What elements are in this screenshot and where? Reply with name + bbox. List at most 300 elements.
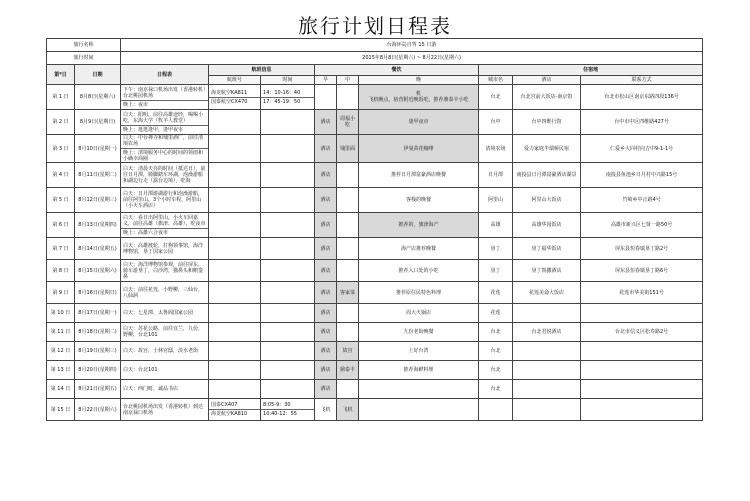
city-cell bbox=[479, 238, 513, 260]
dinner-text: 推荐海鲜料理 bbox=[403, 367, 434, 373]
date-label: 8月8日(星期六) bbox=[79, 94, 116, 100]
itinerary-text: 白天：清晨天亮的时间（抵达日），前往日月潭，骑脚踏车环湖，泡澡游船和湖边行走（露台边境），吃海 bbox=[123, 166, 206, 184]
flight-time-cell bbox=[261, 323, 315, 342]
table-row bbox=[47, 85, 703, 110]
breakfast-text: 酒店 bbox=[320, 367, 331, 373]
breakfast-cell bbox=[315, 342, 337, 361]
contact-cell bbox=[581, 323, 703, 342]
lunch-cell bbox=[337, 238, 359, 260]
date-label: 8月11日(星期二) bbox=[78, 172, 117, 178]
date-label: 8月13日(星期四) bbox=[78, 222, 117, 228]
dinner-cell bbox=[359, 135, 479, 163]
table-row bbox=[47, 399, 703, 421]
flight-time-cell bbox=[261, 380, 315, 399]
dinner-note: 伊曼苗花咖啡 bbox=[403, 145, 434, 152]
hotel-cell bbox=[513, 135, 581, 163]
dinner-cell bbox=[359, 110, 479, 135]
breakfast-text: 酒店 bbox=[320, 145, 331, 152]
day-cell bbox=[47, 260, 75, 282]
itinerary-evening-text: 晚上：清境服务中心的时间的领雨和小确幸商圈 bbox=[121, 148, 208, 162]
city-cell bbox=[479, 361, 513, 380]
day-label: 第 8 日 bbox=[52, 267, 69, 274]
date-cell bbox=[75, 110, 121, 135]
flight-time-cell bbox=[261, 361, 315, 380]
contact-cell bbox=[581, 135, 703, 163]
date-cell bbox=[75, 361, 121, 380]
flight-no-cell bbox=[209, 361, 261, 380]
breakfast-cell bbox=[315, 135, 337, 163]
lunch-text: 客家菜 bbox=[340, 289, 356, 296]
table-row bbox=[47, 213, 703, 238]
flight-no-cell bbox=[209, 85, 261, 110]
contact-cell bbox=[581, 85, 703, 110]
city-text: 花莲 bbox=[490, 310, 501, 316]
itinerary-text: 白天：台北101 bbox=[123, 367, 158, 373]
table-row bbox=[47, 282, 703, 304]
trip-time-value: 2015年8月8日(星期六) ~ 8月22日(星期六) bbox=[121, 52, 703, 65]
city-text: 花莲 bbox=[490, 289, 501, 296]
hotel-text: 垦丁凯撒酒店 bbox=[531, 267, 562, 274]
city-cell bbox=[479, 85, 513, 110]
date-cell bbox=[75, 342, 121, 361]
hotel-cell bbox=[513, 85, 581, 110]
itinerary-text: 白天：七星潭，太鲁阁国家公园 bbox=[123, 310, 194, 316]
dinner-cell bbox=[359, 380, 479, 399]
lunch-cell bbox=[337, 260, 359, 282]
contact-cell bbox=[581, 342, 703, 361]
date-cell bbox=[75, 213, 121, 238]
city-cell bbox=[479, 260, 513, 282]
hotel-text: 南投县日月潭富豪酒店湖景 bbox=[516, 172, 577, 178]
hotel-text: 花莲美侖大饭店 bbox=[529, 289, 565, 296]
col-dinner-header: 晚 bbox=[359, 76, 479, 85]
breakfast-text: 酒店 bbox=[320, 267, 331, 274]
itinerary-cell bbox=[121, 188, 209, 213]
col-meals-header: 餐饮 bbox=[315, 65, 479, 76]
day-label: 第 11 日 bbox=[50, 329, 71, 335]
day-cell bbox=[47, 238, 75, 260]
hotel-cell bbox=[513, 380, 581, 399]
table-row bbox=[47, 323, 703, 342]
trip-name-label: 旅行名称 bbox=[47, 39, 121, 52]
date-cell bbox=[75, 188, 121, 213]
breakfast-cell bbox=[315, 188, 337, 213]
flight-no-cell bbox=[209, 188, 261, 213]
flight-time-cell bbox=[261, 304, 315, 323]
city-text: 阿里山 bbox=[488, 197, 504, 203]
trip-name-value: 台海环岛自驾 15 日游 bbox=[121, 39, 703, 52]
lunch-cell bbox=[337, 163, 359, 188]
hotel-cell bbox=[513, 110, 581, 135]
date-label: 8月19日(星期三) bbox=[78, 348, 117, 354]
itinerary-text: 白天：日月潭游湖游行和泡澡游船，前往阿里山，3个小时车程，阿里山（小火车酒店） bbox=[123, 191, 204, 209]
hotel-cell bbox=[513, 323, 581, 342]
itinerary-evening-text: 晚上：夜市 bbox=[121, 100, 208, 108]
city-text: 日月潭 bbox=[488, 172, 504, 178]
col-city-header: 城市名 bbox=[479, 76, 513, 85]
itinerary-cell bbox=[121, 282, 209, 304]
hotel-cell bbox=[513, 260, 581, 282]
date-label: 8月14日(星期五) bbox=[78, 245, 117, 252]
flight-time-text-2: 17：45-19：50 bbox=[261, 97, 314, 105]
table-row bbox=[47, 380, 703, 399]
hotel-text: 爱力家庭半瑞桥民宿 bbox=[524, 145, 570, 152]
dinner-text: 客栈的晚餐 bbox=[406, 197, 432, 203]
day-label: 第 1 日 bbox=[52, 94, 69, 100]
flight-no-text-2: 国泰航空CX470 bbox=[209, 97, 260, 105]
flight-time-cell bbox=[261, 110, 315, 135]
document-title: 旅行计划日程表 bbox=[298, 14, 452, 38]
flight-time-cell bbox=[261, 260, 315, 282]
lunch-text: 鼎泰丰 bbox=[340, 367, 356, 373]
flight-no-cell bbox=[209, 238, 261, 260]
itinerary-text: 白天：阳明，前往高雄途经，喝喝小吃，东海大学（牧羊人教堂） bbox=[123, 111, 204, 124]
itinerary-cell bbox=[121, 323, 209, 342]
contact-cell bbox=[581, 282, 703, 304]
date-label: 8月21日(星期五) bbox=[78, 386, 117, 392]
contact-text: 高雄市新兴区七贤一路50号 bbox=[610, 222, 673, 228]
day-label: 第 14 日 bbox=[50, 386, 71, 392]
lunch-cell bbox=[337, 342, 359, 361]
day-cell bbox=[47, 110, 75, 135]
day-cell bbox=[47, 380, 75, 399]
breakfast-text: 酒店 bbox=[320, 222, 331, 228]
itinerary-text: 下午：南京禄口机场出发（香港转机）台北桃园机场 bbox=[123, 86, 206, 99]
hotel-text: 台北宫前大饭店-南京馆 bbox=[520, 94, 573, 100]
date-cell bbox=[75, 380, 121, 399]
flight-time-text: 8:05-9：30 bbox=[263, 402, 291, 408]
flight-time-cell bbox=[261, 282, 315, 304]
city-text: 垦丁 bbox=[490, 267, 501, 274]
table-row bbox=[47, 163, 703, 188]
contact-cell bbox=[581, 361, 703, 380]
breakfast-cell bbox=[315, 85, 337, 110]
contact-text: 台北市信义区松寿路2号 bbox=[614, 329, 669, 335]
dinner-text: 海产店推荐晚餐 bbox=[401, 245, 437, 252]
date-label: 8月9日(星期日) bbox=[79, 119, 116, 125]
dinner-text: 推荐入口处的小吃 bbox=[398, 267, 439, 274]
date-cell bbox=[75, 399, 121, 421]
itinerary-cell bbox=[121, 342, 209, 361]
date-cell bbox=[75, 282, 121, 304]
dinner-text: 推荐原住民特色料理 bbox=[396, 289, 442, 296]
col-contact-header: 联系方式 bbox=[581, 76, 703, 85]
day-cell bbox=[47, 188, 75, 213]
itinerary-text: 白天：故宫，士林官邸，淡水老街 bbox=[123, 348, 199, 354]
hotel-cell bbox=[513, 342, 581, 361]
hotel-cell bbox=[513, 238, 581, 260]
city-text: 垦丁 bbox=[490, 245, 501, 252]
flight-no-cell bbox=[209, 110, 261, 135]
contact-text: 台中市中区四维路427号 bbox=[614, 119, 669, 125]
breakfast-text: 酒店 bbox=[320, 197, 331, 203]
day-cell bbox=[47, 85, 75, 110]
flight-no-text: 国泰CX407 bbox=[211, 402, 238, 408]
lunch-cell bbox=[337, 85, 359, 110]
flight-time-cell bbox=[261, 85, 315, 110]
hotel-text: 垦丁福华饭店 bbox=[531, 245, 562, 252]
lunch-cell bbox=[337, 304, 359, 323]
contact-text: 南投县鱼池乡日月村中兴路15号 bbox=[605, 172, 678, 178]
breakfast-cell bbox=[315, 110, 337, 135]
dinner-text: 上好台湾 bbox=[408, 348, 429, 354]
table-row bbox=[47, 342, 703, 361]
flight-no-cell bbox=[209, 342, 261, 361]
lunch-cell bbox=[337, 361, 359, 380]
table-row bbox=[47, 304, 703, 323]
breakfast-text: 飞机 bbox=[320, 406, 331, 413]
day-cell bbox=[47, 323, 75, 342]
table-row bbox=[47, 260, 703, 282]
lunch-text: 故宫 bbox=[342, 348, 353, 354]
lunch-cell bbox=[337, 188, 359, 213]
day-label: 第 4 日 bbox=[52, 172, 69, 178]
breakfast-text: 酒店 bbox=[320, 289, 331, 296]
hotel-text: 台中四维行馆 bbox=[531, 119, 562, 125]
contact-cell bbox=[581, 213, 703, 238]
day-cell bbox=[47, 213, 75, 238]
contact-cell bbox=[581, 110, 703, 135]
city-text: 台北 bbox=[490, 348, 501, 354]
day-label: 第 15 日 bbox=[50, 406, 71, 413]
dinner-cell bbox=[359, 342, 479, 361]
breakfast-cell bbox=[315, 361, 337, 380]
col-day-header: 第*日 bbox=[47, 65, 75, 85]
date-cell bbox=[75, 304, 121, 323]
dinner-text: 机 bbox=[416, 91, 422, 97]
breakfast-text: 酒店 bbox=[320, 386, 331, 392]
table-row bbox=[47, 238, 703, 260]
day-cell bbox=[47, 342, 75, 361]
city-cell bbox=[479, 135, 513, 163]
col-flight-header: 航班信息 bbox=[209, 65, 315, 76]
hotel-cell bbox=[513, 188, 581, 213]
col-itinerary-header: 日程表 bbox=[121, 65, 209, 85]
itinerary-cell bbox=[121, 213, 209, 238]
city-text: 台北 bbox=[490, 367, 501, 373]
dinner-cell bbox=[359, 361, 479, 380]
date-label: 8月20日(星期四) bbox=[78, 367, 117, 373]
flight-time-cell bbox=[261, 399, 315, 421]
dinner-cell bbox=[359, 188, 479, 213]
hotel-cell bbox=[513, 213, 581, 238]
col-lunch-header: 中 bbox=[337, 76, 359, 85]
itinerary-text: 白天：西门町，诚品书店 bbox=[123, 386, 179, 392]
lunch-cell bbox=[337, 213, 359, 238]
flight-no-text-2: 海龙航空KA810 bbox=[209, 409, 260, 417]
flight-no-cell bbox=[209, 213, 261, 238]
city-text: 台北 bbox=[490, 329, 501, 335]
day-label: 第 12 日 bbox=[50, 348, 71, 354]
breakfast-cell bbox=[315, 323, 337, 342]
date-label: 8月22日(星期六) bbox=[78, 406, 117, 413]
city-text: 台中 bbox=[490, 119, 501, 125]
day-label: 第 5 日 bbox=[52, 197, 69, 203]
contact-text: 竹崎乡中正路4号 bbox=[622, 197, 661, 203]
day-label: 第 3 日 bbox=[52, 145, 69, 152]
dinner-text: 周大火锅店 bbox=[406, 310, 432, 316]
day-label: 第 9 日 bbox=[52, 289, 69, 296]
city-text: 台北 bbox=[490, 386, 501, 392]
lunch-cell bbox=[337, 282, 359, 304]
flight-no-cell bbox=[209, 163, 261, 188]
flight-no-cell bbox=[209, 323, 261, 342]
lunch-cell bbox=[337, 380, 359, 399]
contact-text: 台北市松山区南京东路四段136号 bbox=[604, 94, 679, 100]
contact-cell bbox=[581, 304, 703, 323]
flight-no-cell bbox=[209, 380, 261, 399]
flight-no-cell bbox=[209, 282, 261, 304]
lunch-text: 飞机 bbox=[342, 406, 353, 413]
dinner-cell bbox=[359, 304, 479, 323]
breakfast-cell bbox=[315, 399, 337, 421]
lunch-cell bbox=[337, 399, 359, 421]
dinner-cell bbox=[359, 85, 479, 110]
flight-time-cell bbox=[261, 135, 315, 163]
contact-cell bbox=[581, 238, 703, 260]
flight-no-text: 海龙航空KA811 bbox=[211, 89, 248, 96]
itinerary-text: 台北桃园机场出发（香港转机）到达南京禄口机场 bbox=[123, 403, 204, 416]
flight-time-cell bbox=[261, 213, 315, 238]
dinner-cell bbox=[359, 323, 479, 342]
itinerary-cell bbox=[121, 380, 209, 399]
flight-time-cell bbox=[261, 238, 315, 260]
date-cell bbox=[75, 163, 121, 188]
hotel-cell bbox=[513, 282, 581, 304]
table-row bbox=[47, 361, 703, 380]
col-hotel-header: 酒店 bbox=[513, 76, 581, 85]
lunch-text: 埔里面 bbox=[340, 145, 356, 152]
table-row bbox=[47, 135, 703, 163]
day-label: 第 7 日 bbox=[52, 245, 69, 252]
contact-text: 花莲市华美街151号 bbox=[619, 289, 664, 296]
dinner-cell bbox=[359, 238, 479, 260]
city-cell bbox=[479, 380, 513, 399]
itinerary-cell bbox=[121, 85, 209, 110]
city-cell bbox=[479, 342, 513, 361]
contact-text: 屏东县恒春镇垦丁路2号 bbox=[614, 245, 669, 252]
dinner-cell bbox=[359, 260, 479, 282]
itinerary-cell bbox=[121, 361, 209, 380]
breakfast-text: 酒店 bbox=[320, 172, 331, 178]
flight-no-cell bbox=[209, 260, 261, 282]
hotel-text: 阿里山大饭店 bbox=[531, 197, 562, 203]
day-label: 第 2 日 bbox=[52, 119, 69, 125]
itinerary-text: 白天：海洋博物馆参观，前往屏东，骑车游垦丁，白沙湾，猫鼻头和鹅銮鼻 bbox=[123, 261, 204, 280]
itinerary-table bbox=[46, 38, 703, 421]
day-label: 第 13 日 bbox=[50, 367, 71, 373]
itinerary-cell bbox=[121, 163, 209, 188]
city-cell bbox=[479, 399, 513, 421]
dinner-cell bbox=[359, 213, 479, 238]
contact-cell bbox=[581, 380, 703, 399]
dinner-note: 推荐的，旗津海产 bbox=[398, 222, 439, 228]
breakfast-cell bbox=[315, 213, 337, 238]
itinerary-text: 白天：中台禅寺和埔里酒厂，前往清境农场 bbox=[123, 135, 204, 147]
flight-time-text-2: 10:40-12：55 bbox=[261, 409, 314, 417]
city-cell bbox=[479, 304, 513, 323]
flight-time-cell bbox=[261, 342, 315, 361]
contact-cell bbox=[581, 188, 703, 213]
contact-text: 仁爱乡大同村向吉中9-1-1号 bbox=[610, 145, 674, 152]
breakfast-cell bbox=[315, 304, 337, 323]
breakfast-cell bbox=[315, 380, 337, 399]
contact-text: 屏东县恒春镇垦丁路6号 bbox=[614, 267, 669, 274]
itinerary-evening-text: 晚上：高雄六合夜市 bbox=[121, 228, 208, 236]
day-cell bbox=[47, 361, 75, 380]
flight-time-cell bbox=[261, 163, 315, 188]
day-cell bbox=[47, 304, 75, 323]
contact-cell bbox=[581, 260, 703, 282]
date-cell bbox=[75, 238, 121, 260]
breakfast-text: 酒店 bbox=[320, 245, 331, 252]
city-cell bbox=[479, 110, 513, 135]
itinerary-cell bbox=[121, 110, 209, 135]
itinerary-cell bbox=[121, 399, 209, 421]
date-label: 8月17日(星期一) bbox=[78, 310, 117, 316]
flight-time-cell bbox=[261, 188, 315, 213]
flight-time-text: 14：10-16：40 bbox=[263, 89, 301, 96]
city-cell bbox=[479, 163, 513, 188]
lunch-cell bbox=[337, 323, 359, 342]
day-cell bbox=[47, 135, 75, 163]
trip-time-label: 旅行时间 bbox=[47, 52, 121, 65]
col-flight-no-header: 航班号 bbox=[209, 76, 261, 85]
city-text: 台北 bbox=[490, 94, 501, 100]
date-label: 8月16日(星期日) bbox=[78, 289, 117, 296]
lunch-cell bbox=[337, 135, 359, 163]
col-lodging-header: 住宿地 bbox=[479, 65, 703, 76]
itinerary-evening-text: 晚上：逛逛逢甲，逢甲夜市 bbox=[121, 125, 208, 133]
breakfast-text: 酒店 bbox=[320, 310, 331, 316]
day-cell bbox=[47, 282, 75, 304]
city-text: 清境农场 bbox=[485, 145, 506, 152]
flight-no-cell bbox=[209, 304, 261, 323]
breakfast-cell bbox=[315, 282, 337, 304]
itinerary-text: 白天：前往花莲，小野柳，三仙台，八仙洞 bbox=[123, 286, 204, 299]
hotel-cell bbox=[513, 163, 581, 188]
itinerary-cell bbox=[121, 238, 209, 260]
breakfast-cell bbox=[315, 260, 337, 282]
city-cell bbox=[479, 213, 513, 238]
col-flight-time-header: 时间 bbox=[261, 76, 315, 85]
dinner-cell bbox=[359, 282, 479, 304]
date-label: 8月10日(星期一) bbox=[78, 145, 117, 152]
city-cell bbox=[479, 323, 513, 342]
city-cell bbox=[479, 282, 513, 304]
city-cell bbox=[479, 188, 513, 213]
itinerary-text: 白天：苏花公路，前往宜兰，九份，野柳，台北101 bbox=[123, 326, 204, 338]
breakfast-text: 酒店 bbox=[320, 119, 331, 125]
dinner-cell bbox=[359, 399, 479, 421]
day-cell bbox=[47, 163, 75, 188]
dinner-text: 推荐日月潭富豪酒店晚餐 bbox=[391, 172, 447, 178]
date-label: 8月12日(星期三) bbox=[78, 197, 117, 203]
dinner-text: 九份老街晚餐 bbox=[403, 329, 434, 335]
itinerary-text: 白天：高雄渡轮，打狗领事馆，海洋博物馆，垦丁国家公园 bbox=[123, 242, 204, 255]
dinner-note: 逢甲夜市 bbox=[408, 119, 429, 125]
dinner-note: 飞机晚点，宿营附近晚饭吃，推荐鼎泰丰小吃 bbox=[368, 97, 469, 103]
date-label: 8月18日(星期二) bbox=[78, 329, 117, 335]
city-text: 高雄 bbox=[490, 222, 501, 228]
hotel-cell bbox=[513, 361, 581, 380]
flight-no-cell bbox=[209, 135, 261, 163]
date-cell bbox=[75, 135, 121, 163]
itinerary-cell bbox=[121, 304, 209, 323]
table-row bbox=[47, 188, 703, 213]
flight-no-cell bbox=[209, 399, 261, 421]
breakfast-cell bbox=[315, 238, 337, 260]
